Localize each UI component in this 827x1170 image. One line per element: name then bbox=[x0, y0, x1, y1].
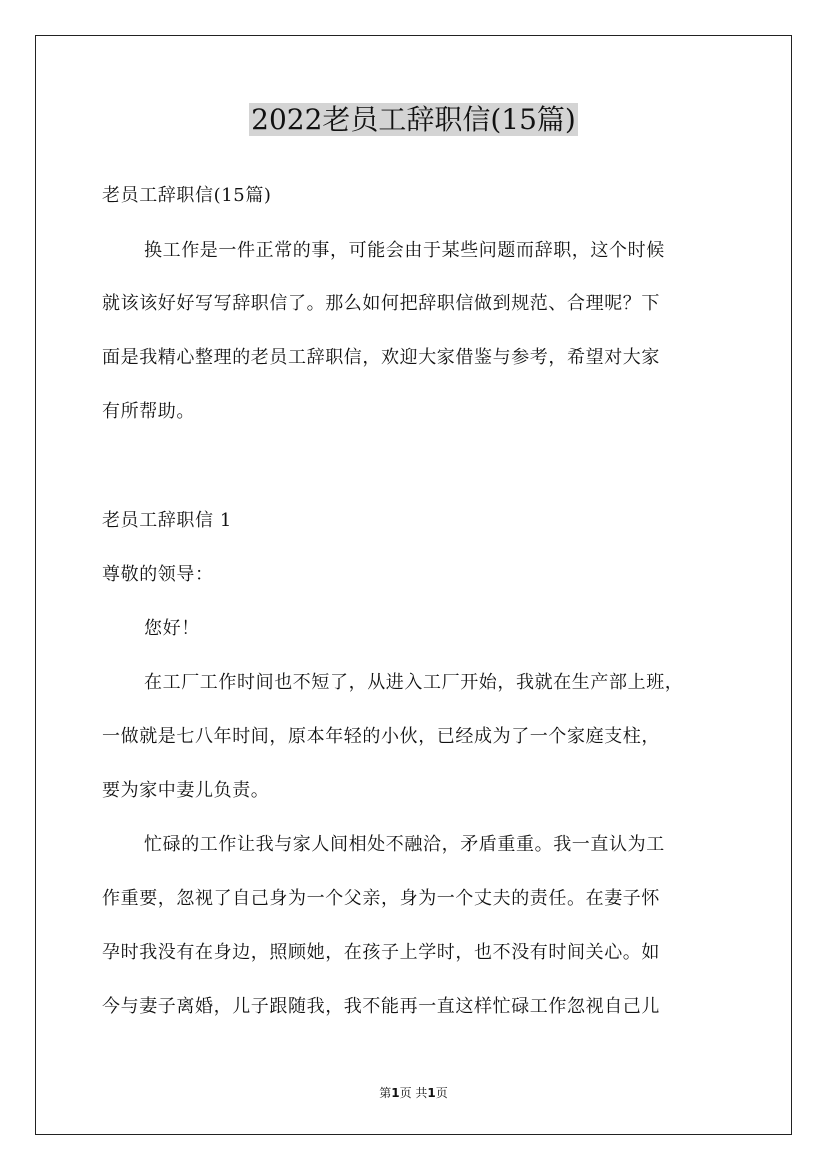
intro-line: 换工作是一件正常的事，可能会由于某些问题而辞职，这个时候 bbox=[144, 240, 665, 261]
salutation: 尊敬的领导： bbox=[102, 564, 214, 585]
paragraph-line: 要为家中妻儿负责。 bbox=[102, 780, 270, 801]
paragraph-line: 作重要，忽视了自己身为一个父亲，身为一个丈夫的责任。在妻子怀 bbox=[102, 888, 660, 909]
footer-page-prefix: 第 bbox=[379, 1086, 392, 1100]
footer-page-total: 1 bbox=[427, 1086, 436, 1100]
title-highlight: 2022老员工辞职信(15篇) bbox=[251, 103, 576, 136]
footer-page-suffix: 页 bbox=[435, 1086, 448, 1100]
paragraph-line: 今与妻子离婚，儿子跟随我，我不能再一直这样忙碌工作忽视自己儿 bbox=[102, 996, 660, 1017]
intro-line: 有所帮助。 bbox=[102, 401, 195, 422]
paragraph-line: 孕时我没有在身边，照顾她，在孩子上学时，也不没有时间关心。如 bbox=[102, 942, 660, 963]
footer-page-mid: 页 共 bbox=[399, 1086, 428, 1100]
paragraph-line: 一做就是七八年时间，原本年轻的小伙，已经成为了一个家庭支柱， bbox=[102, 726, 660, 747]
footer-page-number: 1 bbox=[391, 1086, 400, 1100]
paragraph-line: 忙碌的工作让我与家人间相处不融洽，矛盾重重。我一直认为工 bbox=[144, 834, 665, 855]
paragraph-line: 在工厂工作时间也不短了，从进入工厂开始，我就在生产部上班， bbox=[144, 672, 684, 693]
greeting: 您好！ bbox=[144, 618, 200, 639]
subtitle: 老员工辞职信(15篇) bbox=[102, 185, 272, 206]
document-body bbox=[102, 0, 742, 1170]
page-footer bbox=[0, 1084, 827, 1101]
section-heading: 老员工辞职信 1 bbox=[102, 510, 232, 531]
intro-line: 面是我精心整理的老员工辞职信，欢迎大家借鉴与参考，希望对大家 bbox=[102, 347, 660, 368]
intro-line: 就该该好好写写辞职信了。那么如何把辞职信做到规范、合理呢？下 bbox=[102, 293, 660, 314]
